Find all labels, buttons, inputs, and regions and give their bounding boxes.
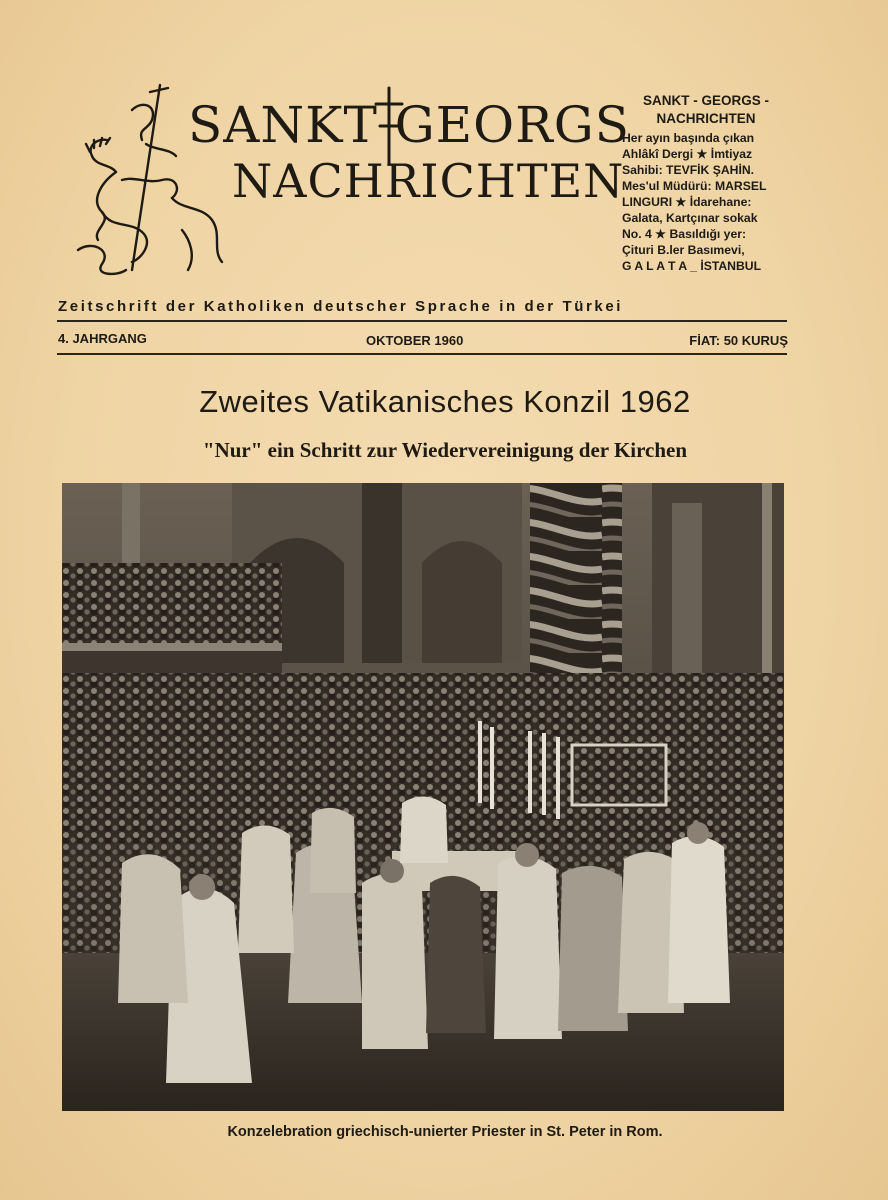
volume-label: 4. JAHRGANG [58,331,147,346]
imprint-line: LINGURI ★ İdarehane: [622,195,752,209]
masthead-title-line2: NACHRICHTEN [232,154,625,208]
imprint-line: Mes'ul Müdürü: MARSEL [622,179,767,193]
magazine-subtitle: Zeitschrift der Katholiken deutscher Sprache in der Türkei [58,298,624,315]
imprint-line: Sahibi: TEVFİK ŞAHİN. [622,163,755,177]
divider-rule [57,320,787,322]
imprint-heading: SANKT - GEORGS - [642,93,769,108]
issue-date: OKTOBER 1960 [366,333,464,348]
article-subheadline: "Nur" ein Schritt zur Wiedervereinigung der Kirchen [202,438,688,462]
imprint-line: Galata, Kartçınar sokak [622,211,758,225]
imprint-line: Her ayın başında çıkan [622,131,755,145]
imprint-box [622,92,790,274]
article-headline: Zweites Vatikanisches Konzil 1962 [199,384,691,419]
imprint-line: No. 4 ★ Basıldığı yer: [622,227,747,241]
imprint-body [622,130,790,274]
masthead-title-line1: SANKT GEORGS [188,96,630,154]
imprint-heading: NACHRICHTEN [656,111,756,126]
issue-meta-row [58,331,788,349]
imprint-line: Ahlâkî Dergi ★ İmtiyaz [622,147,753,161]
photo-caption: Konzelebration griechisch-unierter Priester in St. Peter in Rom. [227,1124,663,1140]
basilica-photo-illustration [62,483,784,1111]
divider-rule [57,353,787,355]
imprint-line: Çituri B.ler Basımevi, [622,243,745,257]
imprint-line: G A L A T A _ İSTANBUL [622,259,762,273]
issue-price: FİAT: 50 KURUŞ [689,333,788,348]
article-photo [62,483,784,1111]
